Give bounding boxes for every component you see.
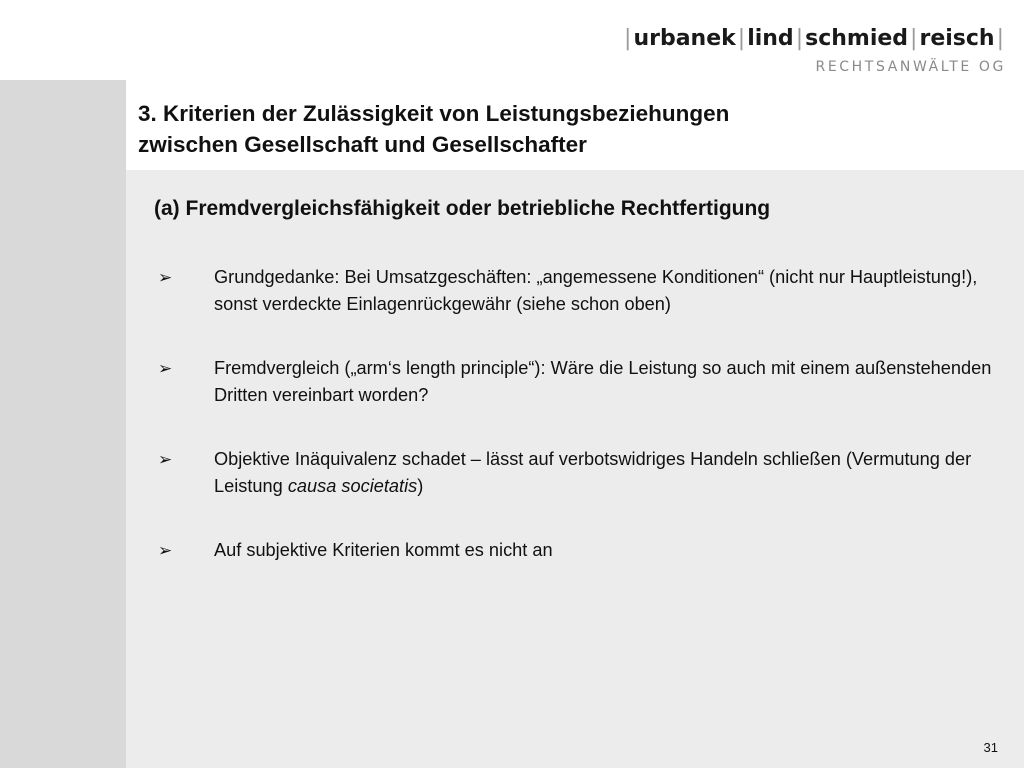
bullet-item [154,264,1016,318]
bullet-list [154,264,1016,601]
side-strip [0,80,126,768]
logo-part-urbanek: urbanek [633,26,736,51]
italic-term: causa societatis [287,476,418,496]
logo-part-lind: lind [747,26,794,51]
bullet-text: Grundgedanke: Bei Umsatzgeschäften: „angemessene Konditionen“ (nicht nur Hauptleistung!), sonst verdeckte Einlagenrückgewähr (siehe schon oben) [214,267,978,314]
bullet-text: Fremdvergleich („arm‘s length principle“): Wäre die Leistung so auch mit einem außenstehenden Dritten vereinbart worden? [214,358,992,405]
bullet-item [154,446,1016,500]
logo-subtitle: RECHTSANWÄLTE OG [815,59,1006,75]
logo-wordmark: |urbanek|lind|schmied|reisch| [624,26,1004,51]
company-logo [622,26,1006,75]
logo-part-schmied: schmied [805,26,909,51]
slide-title-line-1: 3. Kriterien der Zulässigkeit von Leistungsbeziehungen [138,101,730,126]
bullet-item [154,355,1016,409]
page-number: 31 [983,740,998,755]
arrow-bullet-icon: ➢ [158,541,173,560]
bullet-text: Auf subjektive Kriterien kommt es nicht an [214,540,553,560]
arrow-bullet-icon: ➢ [158,450,173,469]
slide-title-line-2: zwischen Gesellschaft und Gesellschafter [138,132,587,157]
logo-part-reisch: reisch [919,26,995,51]
slide-title [138,98,998,160]
arrow-bullet-icon: ➢ [158,359,173,378]
bullet-text: Objektive Inäquivalenz schadet – lässt auf verbotswidriges Handeln schließen (Vermutung der Leistung causa societatis) [214,449,972,496]
section-heading: (a) Fremdvergleichsfähigkeit oder betriebliche Rechtfertigung [154,197,771,220]
arrow-bullet-icon: ➢ [158,268,173,287]
bullet-item [154,537,1016,564]
